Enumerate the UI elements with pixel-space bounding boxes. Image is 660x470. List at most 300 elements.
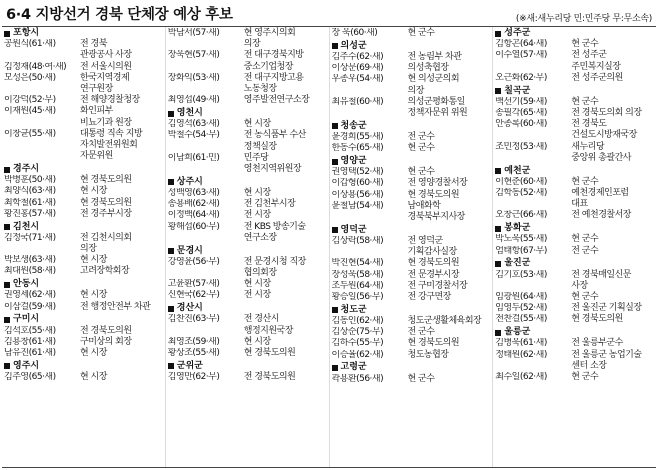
candidate-row <box>332 143 493 154</box>
region-header <box>4 28 165 39</box>
candidate-name: 김상순(75·무) <box>331 327 384 338</box>
region-header <box>4 164 165 175</box>
square-bullet-icon <box>332 307 338 313</box>
region-name: 칠곡군 <box>504 85 531 96</box>
candidate-name: 김정국(71·새) <box>4 232 56 243</box>
candidate-career: 현 시장 <box>80 347 107 358</box>
candidate-name: 박남서(57·새) <box>167 28 220 38</box>
region-header <box>495 166 656 177</box>
region-header <box>4 361 165 372</box>
candidate-name: 박철수(54·무) <box>167 130 220 141</box>
candidate-row <box>332 292 493 303</box>
candidate-name: 최수일(62·새) <box>495 371 547 382</box>
candidate-row <box>332 374 493 385</box>
candidate-name: 김동인(62·새) <box>331 315 384 326</box>
region-name: 영양군 <box>340 155 367 166</box>
square-bullet-icon <box>4 167 10 173</box>
candidate-name: 조민정(53·새) <box>495 141 547 152</box>
candidate-row <box>168 188 329 199</box>
candidate-row <box>168 119 329 130</box>
candidate-career: 현 경북도의원 <box>80 175 132 186</box>
candidate-row <box>4 62 165 73</box>
candidate-career: 전 시장 <box>243 290 271 301</box>
region-section <box>495 166 656 222</box>
page-title: 6·4 지방선거 경북 단체장 예상 후보 <box>6 7 233 23</box>
table-column <box>493 27 656 467</box>
region-header <box>168 246 329 257</box>
region-section <box>4 164 165 220</box>
candidate-row <box>4 175 165 186</box>
candidate-row <box>332 97 493 119</box>
candidate-career: 전 경북 관광공사 사장 <box>80 39 132 61</box>
candidate-name: 황상조(55·새) <box>167 348 220 358</box>
region-section <box>332 28 493 39</box>
candidate-row <box>332 316 493 327</box>
candidate-row <box>332 28 493 39</box>
candidate-name: 김주수(62·새) <box>331 51 384 62</box>
region-header <box>332 305 493 316</box>
candidate-career: 전 농식품부 수산 정책실장 <box>243 130 306 152</box>
candidate-row <box>495 246 656 257</box>
square-bullet-icon <box>495 168 501 174</box>
table-column <box>330 27 493 467</box>
region-section <box>168 177 329 244</box>
candidate-career: 전 경북도의원 <box>243 371 296 382</box>
region-name: 영주시 <box>13 360 40 371</box>
candidate-name: 김석호(55·새) <box>4 325 56 336</box>
party-legend: (※새:새누리당 민:민주당 무:무소속) <box>515 14 652 24</box>
candidate-career: 현 시장 <box>243 279 271 290</box>
candidate-name: 김정재(48·여·새) <box>4 61 67 72</box>
region-header <box>168 361 329 372</box>
region-section <box>332 121 493 155</box>
candidate-name: 장화익(53·새) <box>167 72 220 83</box>
region-name: 의성군 <box>340 40 367 51</box>
candidate-career: 한국지역경제 연구원장 <box>80 72 130 94</box>
candidate-career: 현 경북도의원 <box>407 338 460 349</box>
candidate-row <box>495 73 656 84</box>
candidate-career: 현 의성군의회 의장 <box>407 74 460 96</box>
candidate-row <box>168 314 329 336</box>
region-name: 김천시 <box>13 221 40 232</box>
region-header <box>168 177 329 188</box>
square-bullet-icon <box>4 282 10 288</box>
candidate-career: 대통령 직속 지방 자치발전위원회 자문위원 <box>80 128 143 162</box>
region-section <box>4 361 165 383</box>
candidate-row <box>332 350 493 361</box>
candidate-career: 전 행정안전부 차관 <box>80 301 151 312</box>
region-name: 군위군 <box>176 360 203 371</box>
candidate-row <box>4 106 165 128</box>
candidate-row <box>4 302 165 313</box>
candidate-name: 윤철남(54·새) <box>331 200 384 211</box>
candidate-career: 전 강구면장 <box>407 291 451 302</box>
region-section <box>332 305 493 361</box>
candidate-career: 전 예천경찰서장 <box>571 210 631 221</box>
region-section <box>332 225 493 303</box>
candidate-name: 정태원(62·새) <box>495 349 547 360</box>
candidate-name: 신현국(62·무) <box>167 290 220 301</box>
region-header <box>332 156 493 167</box>
candidate-row <box>4 233 165 255</box>
candidate-name: 이상용(56·새) <box>331 189 384 200</box>
region-name: 포항시 <box>13 28 40 38</box>
candidate-name: 김기호(53·새) <box>495 269 547 280</box>
candidate-row <box>495 108 656 119</box>
candidate-career: 현 시장 <box>243 188 271 198</box>
candidate-career: 전 성주군의원 <box>571 72 623 83</box>
candidate-career: 현 시장 <box>243 119 271 130</box>
region-header <box>168 303 329 314</box>
candidate-row <box>332 52 493 63</box>
candidate-career: 현 경북도의원 <box>80 197 132 208</box>
candidate-name: 장 욱(60·새) <box>331 28 378 38</box>
region-name: 영덕군 <box>340 224 367 235</box>
candidate-row <box>495 234 656 245</box>
candidate-row <box>332 201 493 223</box>
region-section <box>495 258 656 325</box>
candidate-career: 전 김천시의회 의장 <box>80 232 132 254</box>
candidate-row <box>168 130 329 152</box>
candidate-name: 안종록(60·새) <box>495 119 547 130</box>
candidate-row <box>168 95 329 106</box>
candidate-career: 현 군수 <box>571 176 599 187</box>
candidate-career: 전 문경시청 직장 협의회장 <box>243 256 306 278</box>
candidate-career: 새누리당 중앙위 총괄간사 <box>571 141 631 163</box>
candidate-name: 조두원(64·새) <box>331 280 384 291</box>
candidate-name: 오창근(66·새) <box>495 210 547 221</box>
region-name: 고령군 <box>340 362 367 373</box>
candidate-name: 남유진(61·새) <box>4 347 56 358</box>
candidate-name: 한동수(65·새) <box>331 143 384 154</box>
candidate-career: 전 군수 <box>407 131 435 142</box>
candidate-table <box>2 26 656 468</box>
candidate-name: 이상문(69·새) <box>331 63 384 74</box>
candidate-career: 전 해양경찰청장 <box>80 95 140 106</box>
region-section <box>332 362 493 384</box>
region-section <box>4 279 165 313</box>
candidate-name: 우종우(54·새) <box>331 74 384 85</box>
candidate-career: 고려장학회장 <box>80 266 130 277</box>
candidate-name: 모성은(50·새) <box>4 72 56 83</box>
table-column <box>166 27 329 467</box>
candidate-name: 김학동(52·새) <box>495 187 547 198</box>
region-name: 안동시 <box>13 279 40 290</box>
table-column <box>2 27 165 467</box>
candidate-row <box>495 338 656 349</box>
candidate-name: 최유철(60·새) <box>331 96 384 107</box>
candidate-row <box>495 97 656 108</box>
square-bullet-icon <box>168 363 174 369</box>
candidate-row <box>168 222 329 244</box>
region-header <box>495 327 656 338</box>
candidate-career: 전 군수 <box>571 245 599 256</box>
region-section <box>168 108 329 175</box>
candidate-row <box>495 50 656 72</box>
candidate-row <box>4 129 165 163</box>
candidate-name: 장성욱(58·새) <box>331 269 384 280</box>
region-header <box>495 86 656 97</box>
square-bullet-icon <box>168 111 174 117</box>
candidate-career: 전 서울시의원 <box>80 61 132 72</box>
candidate-career: 현 군수 <box>407 373 435 384</box>
region-header <box>495 258 656 269</box>
candidate-row <box>495 350 656 372</box>
candidate-career: 전 영양경찰서장 <box>407 178 468 189</box>
candidate-name: 장욱현(57·새) <box>167 50 220 61</box>
region-section <box>495 223 656 257</box>
region-section <box>332 156 493 223</box>
region-name: 문경시 <box>176 245 203 256</box>
candidate-name: 김영만(62·무) <box>167 371 220 382</box>
candidate-career: 청도군생활체육회장 <box>407 315 482 326</box>
region-section <box>168 28 329 106</box>
candidate-career: 전 시장 <box>243 210 271 221</box>
candidate-name: 황승일(56·무) <box>331 291 384 302</box>
candidate-row <box>4 255 165 266</box>
candidate-row <box>168 50 329 72</box>
candidate-row <box>168 348 329 359</box>
region-name: 예천군 <box>504 165 531 176</box>
candidate-name: 이승율(62·새) <box>331 349 384 360</box>
candidate-career: 전 경주부시장 <box>80 208 132 219</box>
candidate-career: 현 시장 <box>243 336 271 347</box>
square-bullet-icon <box>168 248 174 254</box>
candidate-name: 최대원(58·새) <box>4 266 56 277</box>
candidate-career: 예천경제인포럼 대표 <box>571 187 629 210</box>
region-header <box>168 108 329 119</box>
candidate-row <box>4 337 165 348</box>
candidate-name: 이창균(55·새) <box>4 128 56 139</box>
candidate-name: 전찬걸(55·새) <box>495 314 547 325</box>
region-section <box>4 314 165 359</box>
candidate-career: 의성축협장 <box>407 63 449 74</box>
candidate-career: 현 시장 <box>80 290 107 301</box>
candidate-row <box>495 177 656 188</box>
candidate-row <box>332 190 493 201</box>
candidate-row <box>332 270 493 281</box>
region-section <box>495 327 656 383</box>
candidate-row <box>168 372 329 383</box>
candidate-name: 이수열(57·새) <box>495 50 547 61</box>
candidate-row <box>4 39 165 61</box>
candidate-row <box>168 199 329 210</box>
candidate-career: 전 대구경북지방 중소기업청장 <box>243 50 304 72</box>
candidate-row <box>495 372 656 383</box>
region-section <box>495 86 656 164</box>
candidate-row <box>4 73 165 95</box>
candidate-name: 윤경희(55·새) <box>331 131 384 142</box>
candidate-name: 공원식(61·새) <box>4 39 56 50</box>
candidate-row <box>168 279 329 290</box>
candidate-name: 이재원(45·새) <box>4 106 56 117</box>
square-bullet-icon <box>495 261 501 267</box>
candidate-name: 박진현(54·새) <box>331 258 384 269</box>
region-section <box>168 361 329 383</box>
region-name: 울릉군 <box>504 327 531 338</box>
candidate-row <box>4 326 165 337</box>
candidate-career: 현 경북도의원 <box>407 258 460 269</box>
candidate-name: 최영조(59·새) <box>167 336 220 347</box>
candidate-row <box>168 290 329 301</box>
candidate-career: 전 경북도의원 <box>80 325 132 336</box>
square-bullet-icon <box>495 330 501 336</box>
candidate-row <box>168 73 329 95</box>
candidate-career: 전 KBS 방송기술 연구소장 <box>243 221 306 243</box>
region-name: 울진군 <box>504 258 531 269</box>
candidate-career: 현 경북도의원 <box>407 189 460 200</box>
candidate-name: 김찬진(63·무) <box>167 314 220 325</box>
candidate-row <box>4 266 165 277</box>
candidate-career: 화인피부 비뇨기과 원장 <box>80 106 132 128</box>
region-header <box>495 28 656 39</box>
candidate-name: 이현준(60·새) <box>495 176 547 187</box>
candidate-name: 이강덕(52·무) <box>4 95 56 106</box>
candidate-name: 최학철(61·새) <box>4 197 56 208</box>
candidate-name: 권영택(52·새) <box>331 167 384 178</box>
square-bullet-icon <box>495 88 501 94</box>
candidate-name: 오근화(62·무) <box>495 72 547 83</box>
candidate-career: 청도농협장 <box>407 349 449 360</box>
square-bullet-icon <box>495 31 501 37</box>
region-name: 구미시 <box>13 314 40 325</box>
candidate-name: 이정백(64·새) <box>167 210 220 221</box>
square-bullet-icon <box>332 159 338 165</box>
candidate-row <box>168 257 329 279</box>
candidate-name: 이삼걸(59·새) <box>4 301 56 312</box>
candidate-career: 현 군수 <box>571 96 599 107</box>
candidate-row <box>4 372 165 383</box>
candidate-career: 현 군수 <box>571 291 599 302</box>
candidate-row <box>4 186 165 197</box>
candidate-name: 김주영(65·새) <box>4 371 56 382</box>
candidate-name: 최양식(63·새) <box>4 186 56 197</box>
candidate-name: 김하수(55·무) <box>331 338 384 349</box>
candidate-row <box>332 338 493 349</box>
candidate-row <box>4 348 165 359</box>
region-name: 성주군 <box>504 28 531 38</box>
candidate-row <box>332 236 493 258</box>
region-header <box>4 314 165 325</box>
candidate-career: 의성군평화통일 정책자문위 위원 <box>407 96 468 118</box>
square-bullet-icon <box>332 123 338 129</box>
candidate-career: 현 군수 <box>571 234 599 245</box>
square-bullet-icon <box>332 365 338 371</box>
region-section <box>495 28 656 84</box>
candidate-career: 전 경북매일신문 사장 <box>571 269 631 291</box>
square-bullet-icon <box>168 179 174 185</box>
candidate-row <box>4 95 165 106</box>
square-bullet-icon <box>4 363 10 369</box>
region-name: 청송군 <box>340 120 367 131</box>
candidate-row <box>168 153 329 175</box>
candidate-row <box>495 314 656 325</box>
candidate-name: 최영섭(49·새) <box>167 95 220 106</box>
candidate-name: 박노욱(55·새) <box>495 234 547 245</box>
candidate-career: 전 영덕군 기획감사실장 <box>407 235 457 258</box>
candidate-career: 전 대구지방고용 노동청장 <box>243 72 304 95</box>
region-name: 경산시 <box>176 303 203 314</box>
candidate-career: 민주당 영천지역위원장 <box>243 152 302 175</box>
candidate-name: 황해섭(60·무) <box>167 221 220 232</box>
candidate-career: 전 군수 <box>407 327 435 338</box>
region-header <box>4 222 165 233</box>
square-bullet-icon <box>495 226 501 232</box>
candidate-row <box>332 74 493 96</box>
candidate-name: 임광원(64·새) <box>495 291 547 302</box>
candidate-career: 영주발전연구소장 <box>243 95 310 106</box>
region-section <box>4 28 165 162</box>
candidate-name: 이갑형(60·새) <box>331 178 384 189</box>
candidate-career: 전 울진군 기획실장 <box>571 303 642 314</box>
candidate-row <box>4 290 165 301</box>
candidate-career: 전 경북도의회 의장 <box>571 107 642 118</box>
candidate-name: 황진홍(57·새) <box>4 208 56 219</box>
region-section <box>168 303 329 359</box>
candidate-career: 현 시장 <box>80 371 107 382</box>
candidate-career: 전 울릉군 농업기술 센터 소장 <box>571 349 642 371</box>
region-section <box>4 222 165 278</box>
candidate-name: 곽용환(56·새) <box>331 373 384 384</box>
candidate-career: 남애화학 경북북부지사장 <box>407 200 465 222</box>
candidate-career: 전 울릉부군수 <box>571 338 623 349</box>
region-header <box>4 279 165 290</box>
candidate-name: 엄태항(67·무) <box>495 245 547 256</box>
candidate-name: 김용창(61·새) <box>4 336 56 347</box>
candidate-name: 송용배(62·새) <box>167 199 220 210</box>
candidate-name: 강영윤(56·무) <box>167 256 220 267</box>
candidate-career: 현 군수 <box>407 167 435 178</box>
region-header <box>332 362 493 373</box>
candidate-name: 송필각(65·새) <box>495 107 547 118</box>
candidate-career: 현 시장 <box>80 186 107 197</box>
candidate-name: 고윤환(57·새) <box>167 279 220 290</box>
candidate-career: 현 군수 <box>571 371 599 382</box>
candidate-name: 김병욱(61·새) <box>495 338 547 349</box>
square-bullet-icon <box>332 227 338 233</box>
candidate-row <box>495 303 656 314</box>
region-section <box>168 246 329 302</box>
candidate-name: 박보생(63·새) <box>4 255 56 266</box>
candidate-career: 현 군수 <box>407 143 435 154</box>
candidate-row <box>168 28 329 50</box>
region-name: 봉화군 <box>504 223 531 234</box>
candidate-row <box>168 337 329 348</box>
candidate-name: 성백영(63·새) <box>167 188 220 198</box>
region-section <box>332 41 493 119</box>
square-bullet-icon <box>168 306 174 312</box>
candidate-row <box>332 63 493 74</box>
candidate-row <box>332 327 493 338</box>
region-name: 상주시 <box>176 176 203 187</box>
candidate-career: 현 경북도의원 <box>571 314 623 325</box>
candidate-row <box>495 188 656 210</box>
candidate-row <box>4 209 165 220</box>
candidate-career: 현 시장 <box>80 255 107 266</box>
candidate-row <box>4 198 165 209</box>
candidate-career: 전 성주군 주민복지실장 <box>571 50 621 72</box>
candidate-row <box>332 178 493 189</box>
region-header <box>332 41 493 52</box>
candidate-row <box>332 167 493 178</box>
candidate-row <box>332 132 493 143</box>
candidate-career: 전 농림부 차관 <box>407 51 462 62</box>
square-bullet-icon <box>332 43 338 49</box>
candidate-name: 김영석(63·새) <box>167 119 220 130</box>
candidate-row <box>495 142 656 164</box>
region-name: 영천시 <box>176 108 203 119</box>
candidate-name: 김항곤(64·새) <box>495 39 547 50</box>
